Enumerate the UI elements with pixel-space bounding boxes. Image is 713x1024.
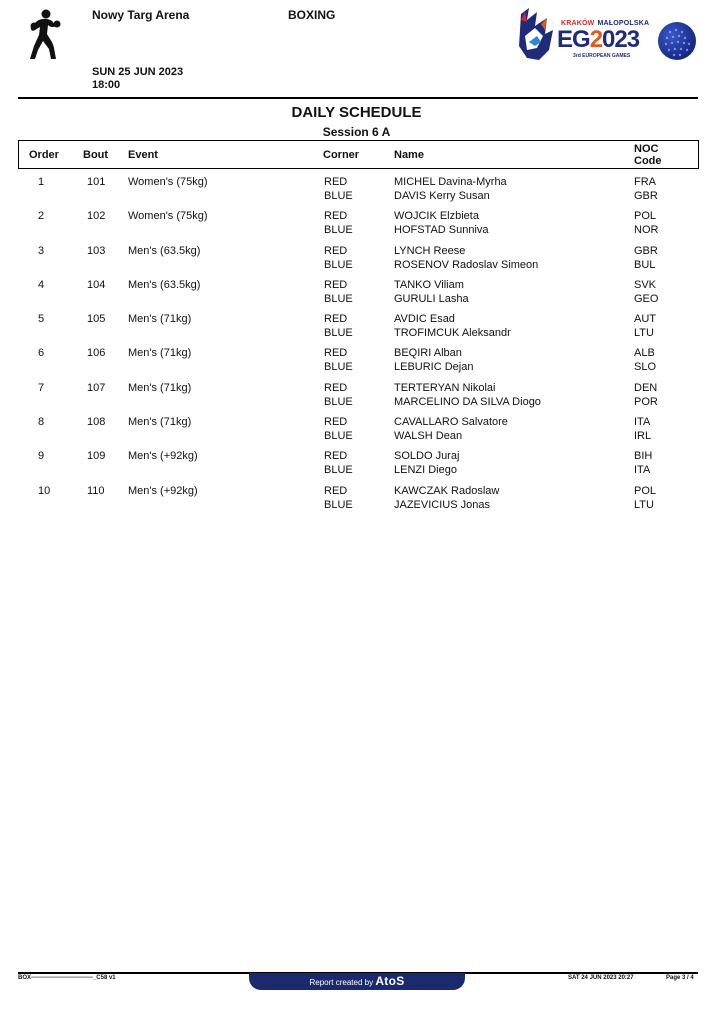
red-corner-cell: RED (324, 416, 348, 429)
table-row (0, 209, 713, 243)
blue-noc-cell: LTU (634, 327, 654, 340)
red-name-cell: LYNCH Reese (394, 244, 466, 257)
page-title: DAILY SCHEDULE (291, 104, 422, 121)
blue-name-cell: HOFSTAD Sunniva (394, 224, 489, 237)
header-divider (18, 97, 698, 99)
partner-globe-logo-icon (658, 22, 696, 60)
bout-cell: 109 (87, 450, 106, 463)
european-games-logo (515, 6, 650, 64)
red-noc-cell: POL (634, 484, 657, 497)
blue-noc-cell: POR (634, 395, 658, 408)
blue-name-cell: TROFIMCUK Aleksandr (394, 327, 511, 340)
red-name-cell: AVDIC Esad (394, 313, 455, 326)
schedule-rows (0, 175, 713, 518)
venue-name: Nowy Targ Arena (92, 8, 190, 22)
table-row (0, 415, 713, 449)
blue-corner-cell: BLUE (324, 258, 353, 271)
red-name-cell: CAVALLARO Salvatore (394, 416, 508, 429)
red-noc-cell: DEN (634, 381, 658, 394)
logo-wordmark-right: 023 (602, 26, 640, 53)
red-name-cell: TERTERYAN Nikolai (394, 381, 496, 394)
red-name-cell: MICHEL Davina-Myrha (394, 176, 507, 188)
blue-name-cell: JAZEVICIUS Jonas (394, 498, 490, 511)
red-name-cell: KAWCZAK Radoslaw (394, 484, 500, 497)
atos-logo: AtoS (375, 974, 405, 988)
logo-wordmark (557, 26, 639, 54)
report-created-banner (249, 973, 465, 990)
sport-name: BOXING (288, 8, 336, 22)
dragon-emblem-icon (515, 6, 557, 64)
bout-cell: 104 (87, 278, 106, 291)
blue-name-cell: LEBURIC Dejan (394, 361, 474, 374)
red-noc-cell: GBR (634, 244, 658, 257)
event-cell: Women's (75kg) (128, 210, 208, 223)
blue-corner-cell: BLUE (324, 327, 353, 340)
event-cell: Men's (71kg) (128, 347, 192, 360)
order-cell: 7 (38, 381, 45, 394)
logo-city: KRAKÓW (561, 20, 595, 27)
event-cell: Women's (75kg) (128, 176, 208, 188)
logo-wordmark-left: EG (557, 26, 590, 53)
blue-noc-cell: ITA (634, 464, 651, 477)
column-header-corner: Corner (323, 149, 360, 161)
bout-cell: 102 (87, 210, 106, 223)
report-code: BOX-------------------------------_C58 v1 (18, 975, 116, 981)
blue-noc-cell: LTU (634, 498, 654, 511)
red-noc-cell: SVK (634, 278, 657, 291)
logo-wordmark-mid: 2 (589, 26, 603, 53)
blue-corner-cell: BLUE (324, 190, 353, 202)
blue-corner-cell: BLUE (324, 498, 353, 511)
table-row (0, 449, 713, 483)
red-noc-cell: ITA (634, 416, 651, 429)
bout-cell: 110 (87, 484, 105, 497)
boxer-pictogram-icon (26, 8, 62, 62)
table-row (0, 484, 713, 518)
red-corner-cell: RED (324, 313, 348, 326)
table-row (0, 346, 713, 380)
blue-name-cell: GURULI Lasha (394, 292, 469, 305)
order-cell: 2 (38, 210, 45, 223)
red-noc-cell: POL (634, 210, 657, 223)
blue-noc-cell: SLO (634, 361, 657, 374)
blue-name-cell: ROSENOV Radoslav Simeon (394, 258, 539, 271)
column-header-code: Code (634, 155, 662, 167)
blue-corner-cell: BLUE (324, 395, 353, 408)
logo-subtitle: 3rd EUROPEAN GAMES (573, 53, 631, 59)
table-row (0, 312, 713, 346)
column-header-noc-code (634, 143, 662, 167)
column-header-event: Event (128, 149, 158, 161)
blue-corner-cell: BLUE (324, 430, 353, 443)
red-name-cell: BEQIRI Alban (394, 347, 462, 360)
event-cell: Men's (63.5kg) (128, 278, 201, 291)
bout-cell: 108 (87, 416, 106, 429)
column-header-bout: Bout (83, 149, 109, 161)
red-noc-cell: FRA (634, 176, 656, 188)
event-cell: Men's (63.5kg) (128, 244, 201, 257)
bout-cell: 101 (87, 176, 106, 188)
logo-region: MAŁOPOLSKA (597, 20, 650, 27)
red-corner-cell: RED (324, 484, 348, 497)
bout-cell: 105 (87, 313, 106, 326)
red-corner-cell: RED (324, 347, 348, 360)
order-cell: 6 (38, 347, 45, 360)
red-noc-cell: AUT (634, 313, 656, 326)
bout-cell: 103 (87, 244, 106, 257)
red-corner-cell: RED (324, 244, 348, 257)
order-cell: 4 (38, 278, 45, 291)
red-corner-cell: RED (324, 176, 348, 188)
blue-name-cell: MARCELINO DA SILVA Diogo (394, 395, 541, 408)
red-name-cell: WOJCIK Elzbieta (394, 210, 479, 223)
session-label: Session 6 A (322, 125, 391, 139)
event-cell: Men's (+92kg) (128, 450, 198, 463)
report-timestamp: SAT 24 JUN 2023 20:27 (568, 975, 634, 981)
red-corner-cell: RED (324, 210, 348, 223)
table-row (0, 381, 713, 415)
page-number: Page 3 / 4 (666, 975, 694, 981)
order-cell: 3 (38, 244, 45, 257)
red-noc-cell: BIH (634, 450, 653, 463)
bout-cell: 107 (87, 381, 106, 394)
session-date: SUN 25 JUN 2023 (92, 66, 184, 78)
table-row (0, 175, 713, 209)
blue-corner-cell: BLUE (324, 464, 353, 477)
blue-noc-cell: GEO (634, 292, 659, 305)
session-datetime (92, 66, 183, 92)
order-cell: 5 (38, 313, 45, 326)
event-cell: Men's (71kg) (128, 416, 192, 429)
blue-corner-cell: BLUE (324, 224, 353, 237)
order-cell: 8 (38, 416, 45, 429)
report-created-label: Report created by (309, 978, 374, 987)
event-cell: Men's (+92kg) (128, 484, 198, 497)
red-corner-cell: RED (324, 278, 348, 291)
event-cell: Men's (71kg) (128, 313, 192, 326)
blue-noc-cell: IRL (634, 430, 652, 443)
column-header-order: Order (29, 149, 59, 161)
blue-corner-cell: BLUE (324, 292, 353, 305)
blue-name-cell: DAVIS Kerry Susan (394, 190, 490, 202)
red-name-cell: SOLDO Juraj (394, 450, 460, 463)
order-cell: 9 (38, 450, 45, 463)
blue-name-cell: LENZI Diego (394, 464, 457, 477)
table-header (18, 140, 699, 169)
red-noc-cell: ALB (634, 347, 655, 360)
red-name-cell: TANKO Viliam (394, 278, 464, 291)
bout-cell: 106 (87, 347, 106, 360)
blue-name-cell: WALSH Dean (394, 430, 463, 443)
column-header-noc: NOC (634, 143, 659, 155)
table-row (0, 244, 713, 278)
event-cell: Men's (71kg) (128, 381, 192, 394)
column-header-name: Name (394, 149, 424, 161)
red-corner-cell: RED (324, 450, 348, 463)
table-row (0, 278, 713, 312)
order-cell: 1 (38, 176, 45, 188)
red-corner-cell: RED (324, 381, 348, 394)
blue-noc-cell: GBR (634, 190, 658, 202)
blue-corner-cell: BLUE (324, 361, 353, 374)
blue-noc-cell: NOR (634, 224, 659, 237)
session-time: 18:00 (92, 79, 121, 91)
blue-noc-cell: BUL (634, 258, 656, 271)
order-cell: 10 (38, 484, 51, 497)
